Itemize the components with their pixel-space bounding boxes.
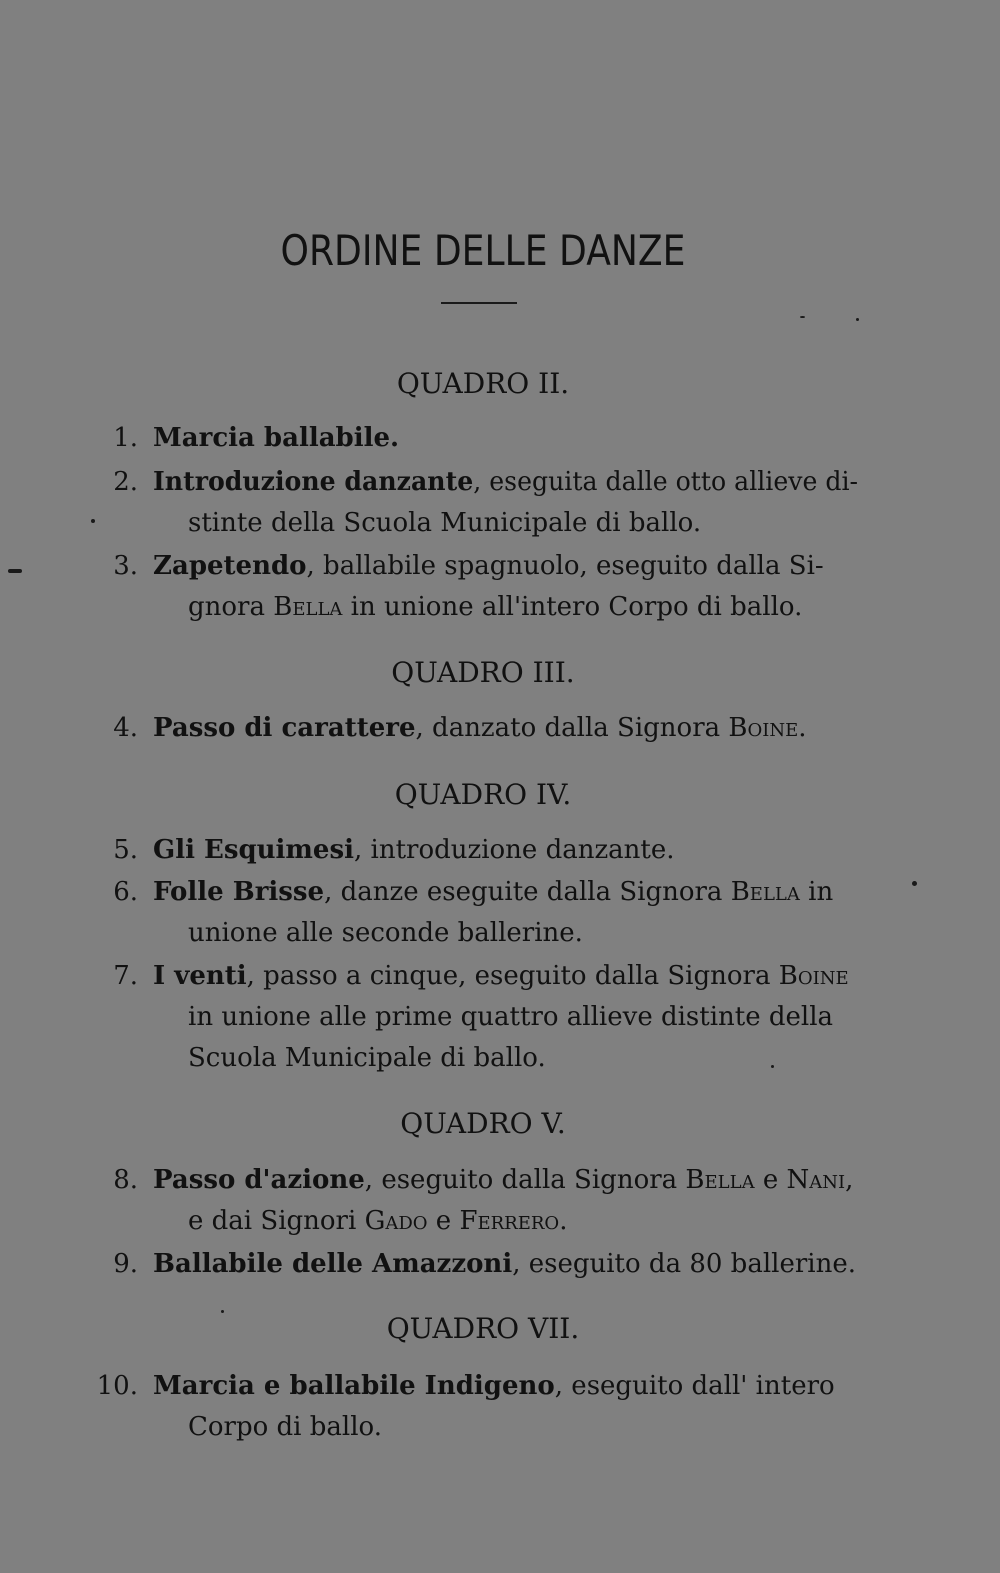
entry-title: Ballabile delle Amazzoni [153,1249,513,1279]
page-title: ORDINE DELLE DANZE [280,226,686,275]
entry-text-line: Scuola Municipale di ballo. [188,1043,546,1073]
entry-number: 1. [113,423,138,453]
scan-speck [91,519,95,523]
entry-title: Passo di carattere [153,713,416,743]
entry-title: Zapetendo [153,551,307,581]
scan-speck [221,1310,224,1313]
section-heading-quadro-v: QUADRO V. [400,1107,566,1140]
entry-number: 2. [113,467,138,497]
entry-text: , danze eseguite dalla Signora [324,877,731,907]
entry-text: , [845,1165,854,1195]
entry-text: , passo a cinque, eseguito dalla Signora [246,961,779,991]
entry-title: Folle Brisse [153,877,325,907]
entry-title: Introduzione danzante [153,467,474,497]
entry-text: . [559,1206,568,1236]
scan-speck [771,1065,774,1068]
entry-text: , ballabile spagnuolo, eseguito dalla Si- [306,551,824,581]
scan-speck [8,569,22,573]
entry-text: gnora [188,592,274,622]
performer-name: Bella [730,877,800,907]
entry-number: 10. [96,1371,138,1401]
section-heading-quadro-iv: QUADRO IV. [394,778,572,811]
scan-speck [912,881,917,886]
performer-name: Boine [778,961,849,991]
entry-number: 8. [113,1165,138,1195]
entry-text: e dai Signori [188,1206,365,1236]
entry-title: Marcia ballabile. [153,423,400,453]
entry-text: e [754,1165,787,1195]
performer-name: Nani [786,1165,846,1195]
scan-speck [800,316,805,318]
entry-text: e [427,1206,460,1236]
entry-title: Gli Esquimesi [153,835,354,865]
entry-number: 6. [113,877,138,907]
performer-name: Bella [685,1165,755,1195]
performer-name: Boine [728,713,799,743]
performer-name: Gado [364,1206,428,1236]
entry-number: 4. [113,713,138,743]
entry-text: . [798,713,807,743]
section-heading-quadro-vii: QUADRO VII. [386,1312,580,1345]
entry-text: , eseguito dall' intero [554,1371,835,1401]
entry-text-line: in unione alle prime quattro allieve distinte della [188,1002,834,1032]
entry-text: , eseguito da 80 ballerine. [512,1249,856,1279]
entry-title: Marcia e ballabile Indigeno [153,1371,555,1401]
entry-title: I venti [153,961,247,991]
entry-title: Passo d'azione [153,1165,365,1195]
entry-text: , danzato dalla Signora [415,713,729,743]
entry-text: in unione all'intero Corpo di ballo. [342,592,803,622]
entry-text: , eseguito dalla Signora [364,1165,686,1195]
title-rule [441,302,517,304]
scan-speck [856,318,859,321]
entry-number: 9. [113,1249,138,1279]
section-heading-quadro-ii: QUADRO II. [396,367,570,400]
entry-number: 3. [113,551,138,581]
entry-text: in [799,877,834,907]
performer-name: Ferrero [459,1206,560,1236]
performer-name: Bella [273,592,343,622]
section-heading-quadro-iii: QUADRO III. [391,656,575,689]
entry-text-line: Corpo di ballo. [188,1412,382,1442]
entry-text: , introduzione danzante. [354,835,675,865]
entry-text-line: unione alle seconde ballerine. [188,918,583,948]
entry-text-line: stinte della Scuola Municipale di ballo. [188,508,702,538]
entry-number: 5. [113,835,138,865]
entry-text: , eseguita dalle otto allieve di- [473,467,859,497]
entry-number: 7. [113,961,138,991]
